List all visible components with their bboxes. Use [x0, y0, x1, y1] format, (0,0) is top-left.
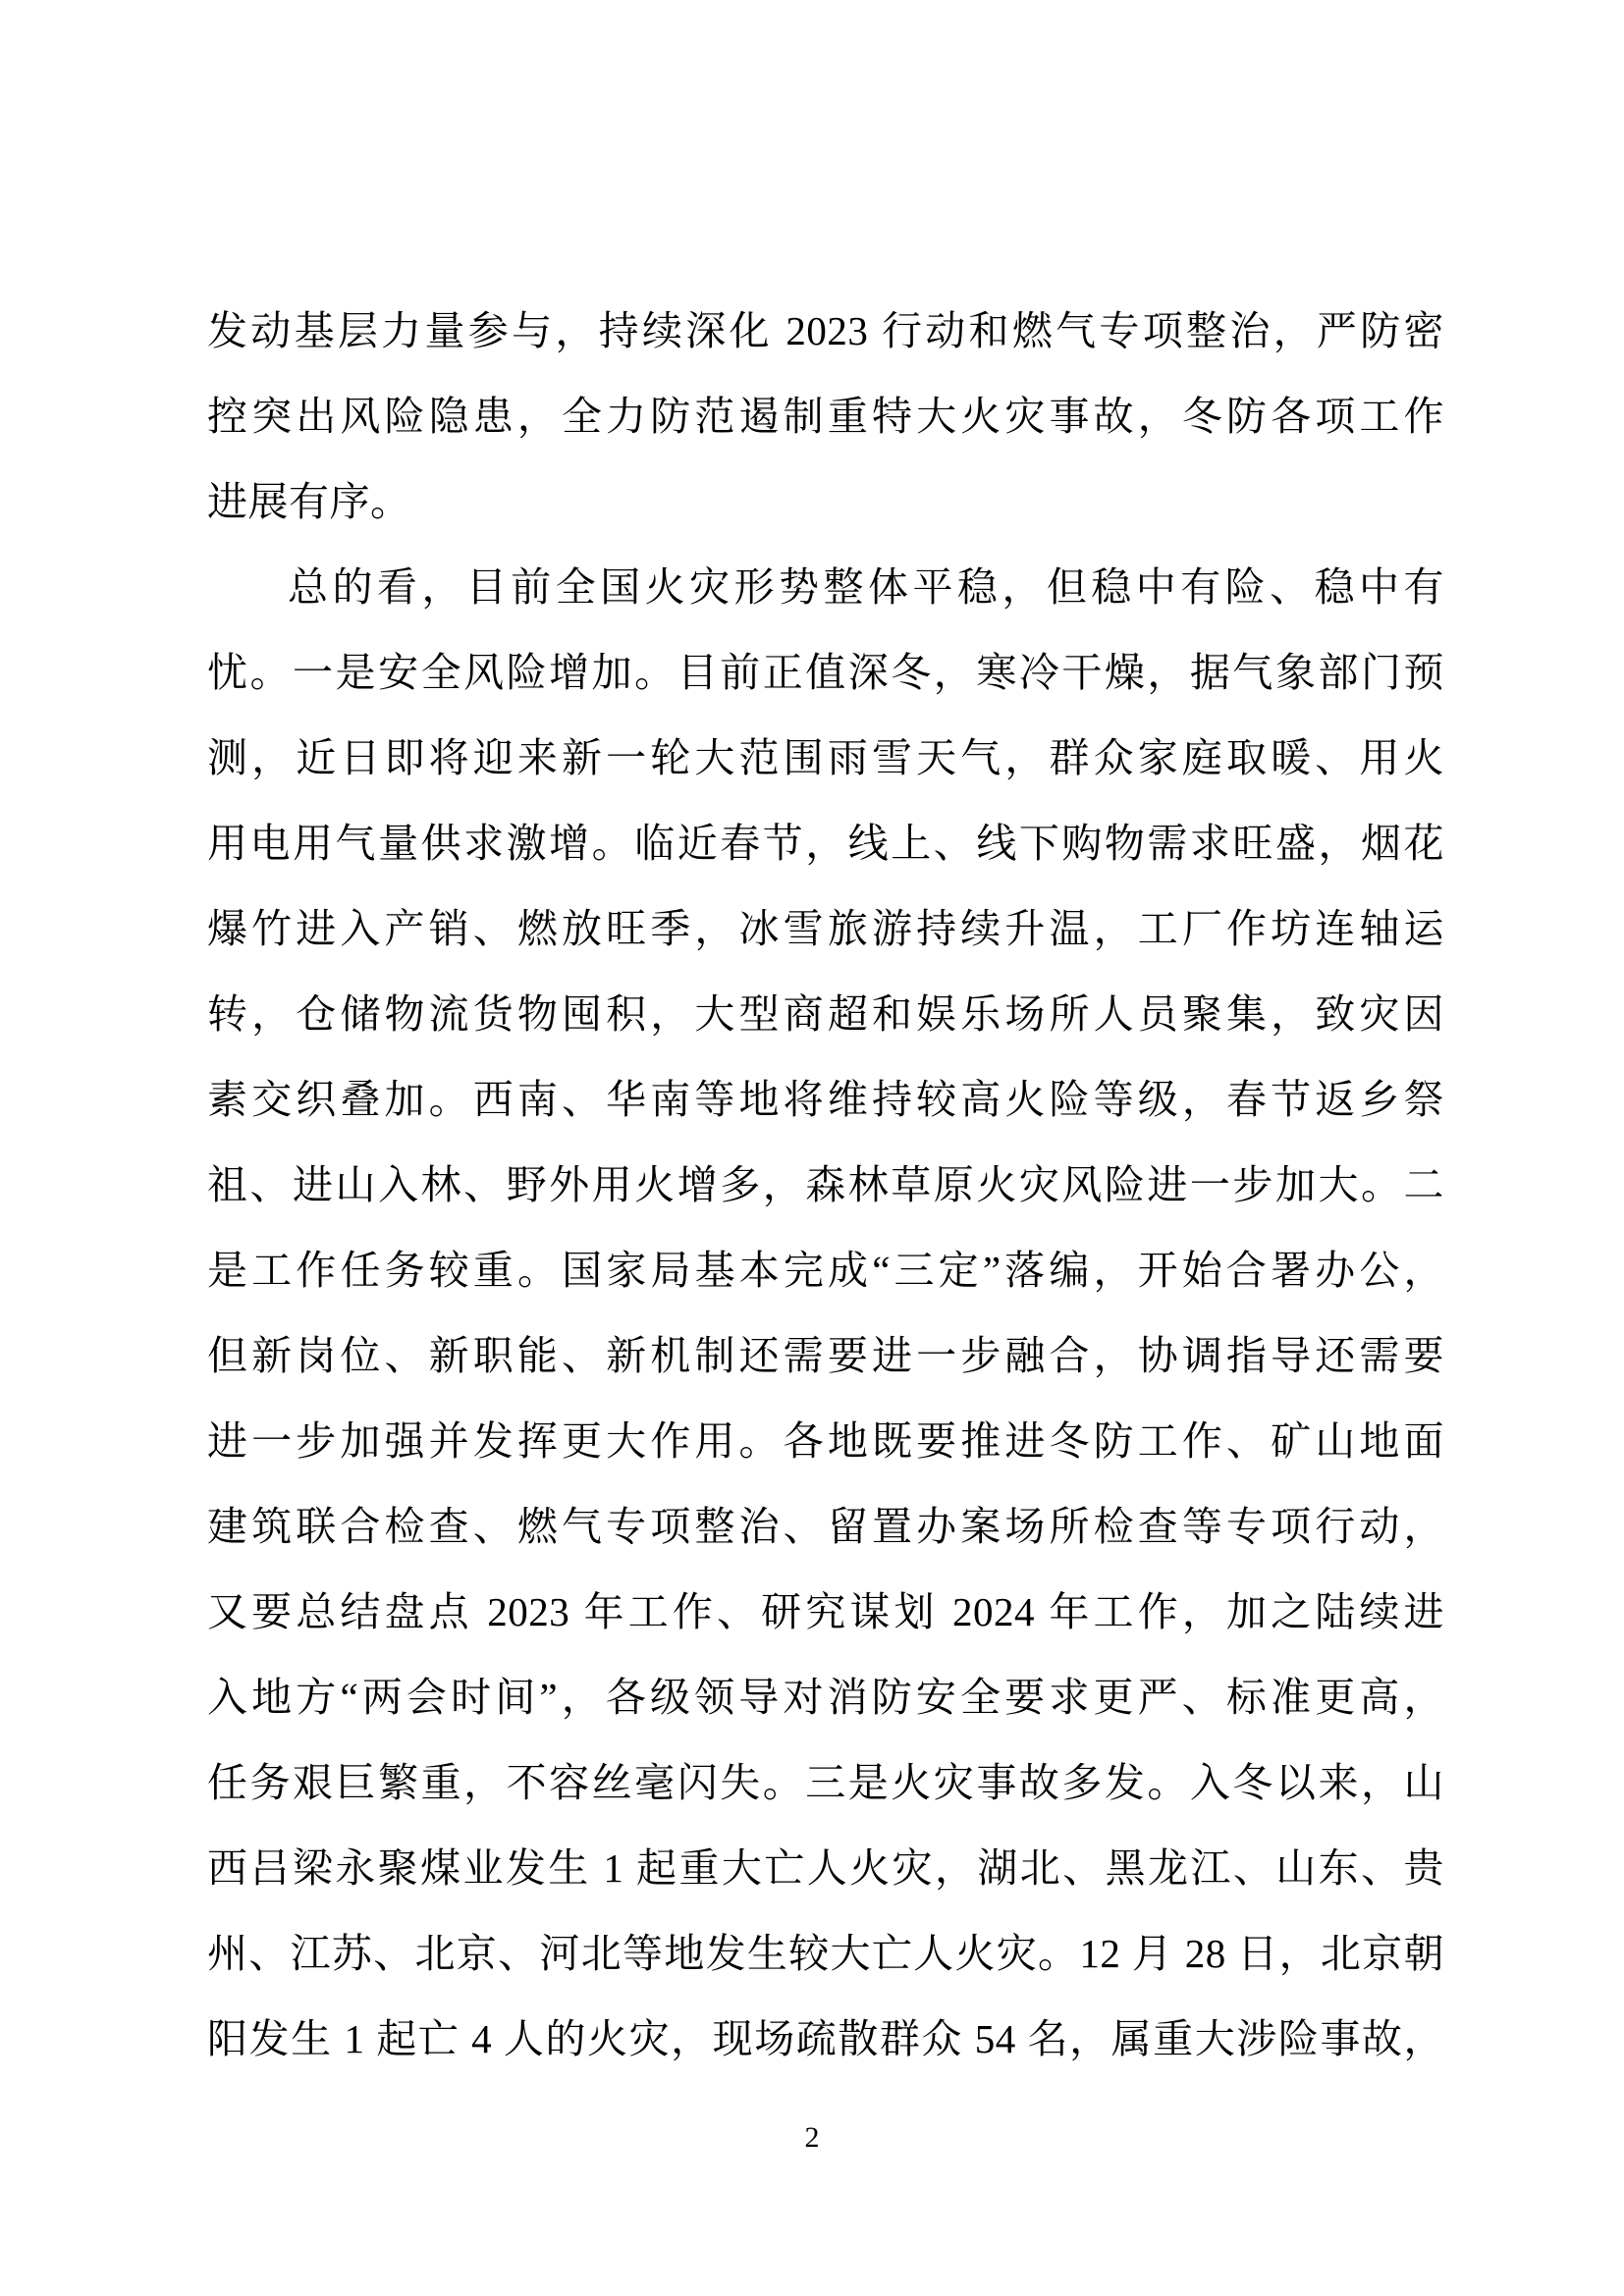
text-line: 建筑联合检查、燃气专项整治、留置办案场所检查等专项行动， — [207, 1504, 1444, 1549]
text-line: 但新岗位、新职能、新机制还需要进一步融合，协调指导还需要 — [207, 1333, 1444, 1378]
text-line: 测，近日即将迎来新一轮大范围雨雪天气，群众家庭取暖、用火 — [207, 735, 1444, 780]
text-line: 素交织叠加。西南、华南等地将维持较高火险等级，春节返乡祭 — [207, 1077, 1444, 1122]
text-line: 爆竹进入产销、燃放旺季，冰雪旅游持续升温，工厂作坊连轴运 — [207, 906, 1444, 951]
document-body — [207, 289, 1444, 2082]
text-line: 转，仓储物流货物囤积，大型商超和娱乐场所人员聚集，致灾因 — [207, 991, 1444, 1037]
text-line: 忧。一是安全风险增加。目前正值深冬，寒冷干燥，据气象部门预 — [207, 650, 1444, 695]
text-line: 用电用气量供求激增。临近春节，线上、线下购物需求旺盛，烟花 — [207, 821, 1444, 866]
text-line: 是工作任务较重。国家局基本完成“三定”落编，开始合署办公， — [207, 1248, 1444, 1293]
text-line: 进一步加强并发挥更大作用。各地既要推进冬防工作、矿山地面 — [207, 1418, 1444, 1464]
text-line: 祖、进山入林、野外用火增多，森林草原火灾风险进一步加大。二 — [207, 1162, 1444, 1207]
text-line: 控突出风险隐患，全力防范遏制重特大火灾事故，冬防各项工作 — [207, 394, 1444, 439]
text-line: 州、江苏、北京、河北等地发生较大亡人火灾。12 月 28 日，北京朝 — [207, 1931, 1444, 1976]
text-line: 总的看，目前全国火灾形势整体平稳，但稳中有险、稳中有 — [288, 564, 1444, 610]
text-line: 发动基层力量参与，持续深化 2023 行动和燃气专项整治，严防密 — [207, 308, 1444, 353]
text-line: 西吕梁永聚煤业发生 1 起重大亡人火灾，湖北、黑龙江、山东、贵 — [207, 1845, 1444, 1891]
text-line: 任务艰巨繁重，不容丝毫闪失。三是火灾事故多发。入冬以来，山 — [207, 1760, 1444, 1805]
text-line: 又要总结盘点 2023 年工作、研究谋划 2024 年工作，加之陆续进 — [207, 1589, 1444, 1634]
text-line: 进展有序。 — [207, 479, 411, 524]
text-line: 阳发生 1 起亡 4 人的火灾，现场疏散群众 54 名，属重大涉险事故， — [207, 2016, 1444, 2061]
text-line: 入地方“两会时间”，各级领导对消防安全要求更严、标准更高， — [207, 1675, 1444, 1720]
page-number: 2 — [804, 2121, 820, 2154]
